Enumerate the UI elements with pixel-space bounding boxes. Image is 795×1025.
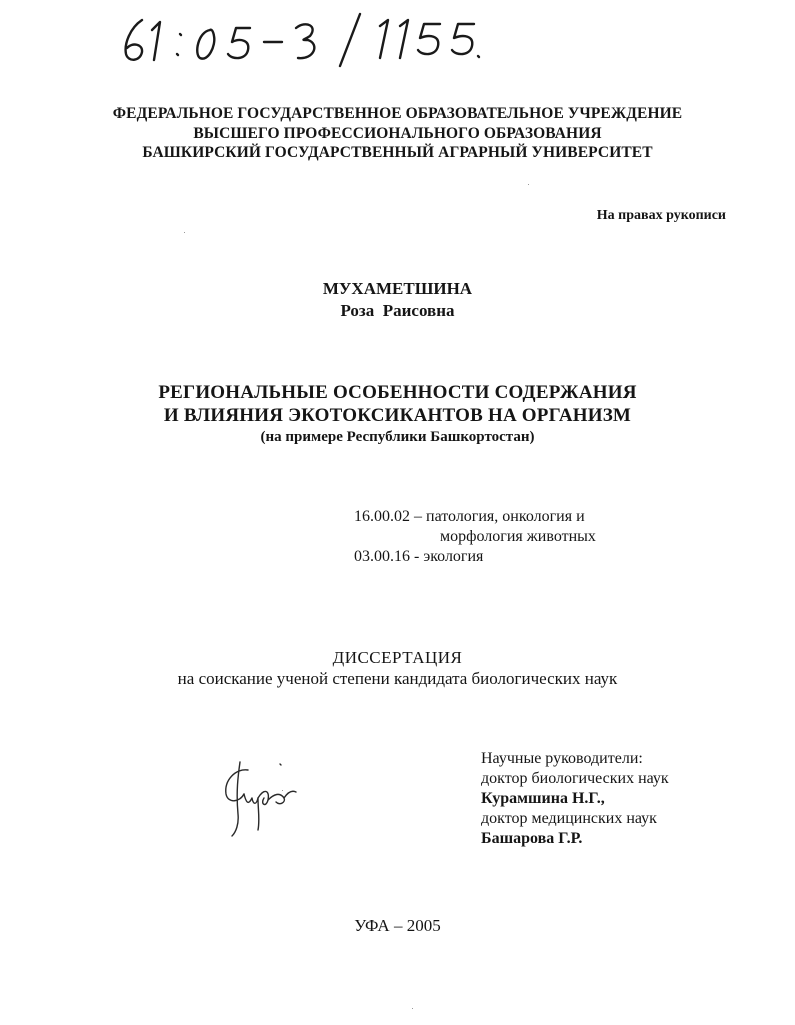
dissertation-title [0,381,795,427]
specialty-line-1: 16.00.02 – патология, онкология и [354,508,585,525]
author-block [0,278,795,322]
supervisors-block [481,749,669,849]
specialty-line-2: морфология животных [440,528,596,545]
dissertation-block [0,647,795,689]
scan-speck [412,1008,413,1009]
dissertation-heading: ДИССЕРТАЦИЯ [332,648,463,667]
specialties-block [354,507,596,567]
signature-image [218,758,298,838]
title-line-1: РЕГИОНАЛЬНЫЕ ОСОБЕННОСТИ СОДЕРЖАНИЯ [158,382,637,403]
specialty-line-3: 03.00.16 - экология [354,548,484,565]
scan-speck [528,184,529,185]
scan-speck [282,790,283,791]
supervisor-1-name: Курамшина Н.Г., [481,790,605,807]
author-given-names: Роза Раисовна [340,301,455,320]
handwritten-signature [218,758,298,838]
handwritten-call-number [118,8,488,68]
place-year: УФА – 2005 [354,916,441,935]
supervisor-2-degree: доктор медицинских наук [481,810,657,827]
title-line-2: И ВЛИЯНИЯ ЭКОТОКСИКАНТОВ НА ОРГАНИЗМ [163,405,632,426]
institution-line-2: ВЫСШЕГО ПРОФЕССИОНАЛЬНОГО ОБРАЗОВАНИЯ [193,124,602,142]
institution-block [0,104,795,163]
institution-line-1: ФЕДЕРАЛЬНОЕ ГОСУДАРСТВЕННОЕ ОБРАЗОВАТЕЛЬНОЕ УЧРЕЖДЕНИЕ [112,105,683,122]
title-subtitle: (на примере Республики Башкортостан) [260,429,535,445]
supervisor-2-name: Башарова Г.Р. [481,830,583,847]
dissertation-purpose: на соискание ученой степени кандидата биологических наук [177,669,618,688]
supervisor-1-degree: доктор биологических наук [481,770,669,787]
supervisors-label: Научные руководители: [481,750,643,767]
call-number-handwriting [118,8,488,68]
scan-speck [184,232,185,233]
author-surname: МУХАМЕТШИНА [322,279,473,298]
rights-note: На правах рукописи [596,208,726,223]
institution-line-3: БАШКИРСКИЙ ГОСУДАРСТВЕННЫЙ АГРАРНЫЙ УНИВЕРСИТЕТ [142,144,653,161]
